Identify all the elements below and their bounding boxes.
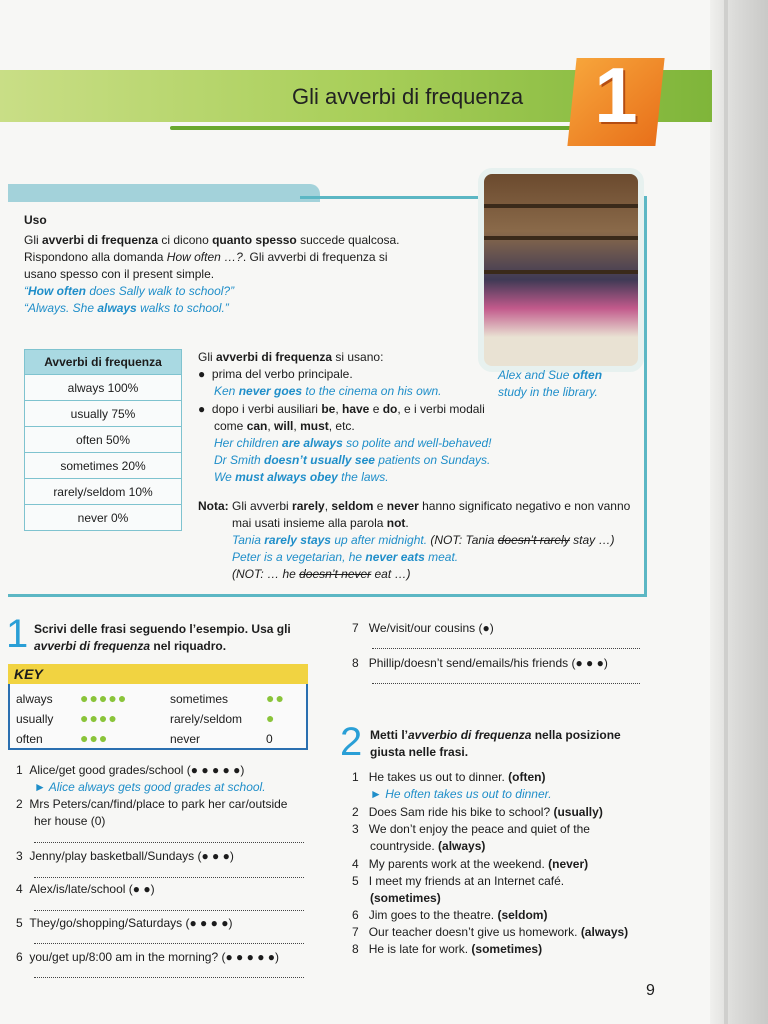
exercise-1-item: 3 Jenny/play basketball/Sundays (● ● ●) [16,849,234,863]
exercise-1-item: 5 They/go/shopping/Saturdays (● ● ● ●) [16,916,233,930]
key-word: rarely/seldom [170,712,243,726]
exercise-2-item: 5 I meet my friends at an Internet café. [352,874,565,888]
table-row: never 0% [25,505,182,531]
answer-line[interactable] [372,683,640,684]
usage-bullet-1-example: Ken never goes to the cinema on his own. [214,384,442,398]
key-dots: 0 [266,732,273,746]
exercise-2-item: 8 He is late for work. (sometimes) [352,942,543,956]
key-dots: ●●●● [80,710,118,726]
exercise-2-instruction-line2: giusta nelle frasi. [370,745,469,759]
nota-example-2-not: (NOT: … he doesn’t never eat …) [232,567,411,581]
exercise-1-item: 7 We/visit/our cousins (●) [352,621,494,635]
unit-number: 1 [594,51,638,139]
exercise-2-item: 1 He takes us out to dinner. (often) [352,770,546,784]
key-word: often [16,732,43,746]
answer-line[interactable] [34,943,304,944]
photo-caption-line1: Alex and Sue often [498,368,603,382]
exercise-1-instruction: Scrivi delle frasi seguendo l’esempio. Usa gli [34,622,291,636]
answer-line[interactable] [372,648,640,649]
key-word: always [16,692,53,706]
usage-bullet-1: ● prima del verbo principale. [198,367,353,381]
exercise-2-example: ► He often takes us out to dinner. [370,787,552,801]
exercise-2-item-line2: countryside. (always) [370,839,486,853]
answer-line[interactable] [34,910,304,911]
key-dots: ●●●●● [80,690,128,706]
exercise-1-item-line2: her house (0) [34,814,106,828]
key-word: sometimes [170,692,229,706]
nota-example-2: Peter is a vegetarian, he never eats meat. [232,550,459,564]
usage-example-3: We must always obey the laws. [214,470,389,484]
table-row: sometimes 20% [25,453,182,479]
usage-bullet-2-line2: come can, will, must, etc. [214,419,355,433]
key-title: KEY [8,664,308,684]
photo-caption-line2: study in the library. [498,385,598,399]
exercise-1-instruction-line2: avverbi di frequenza nel riquadro. [34,639,227,653]
exercise-2-item: 3 We don’t enjoy the peace and quiet of the [352,822,590,836]
usage-intro: Gli avverbi di frequenza si usano: [198,350,384,364]
key-word: never [170,732,201,746]
nota-line-2: mai usati insieme alla parola not. [232,516,409,530]
key-dots: ●● [266,690,285,706]
exercise-1-item: 1 Alice/get good grades/school (● ● ● ● ●) [16,763,245,777]
uso-heading: Uso [24,213,47,227]
page-edge-shadow [710,0,768,1024]
nota-line-1: Nota: Gli avverbi rarely, seldom e never hanno significato negativo e non vanno [198,499,631,513]
uso-line-2: Rispondono alla domanda How often …?. Gli avverbi di frequenza si [24,250,388,264]
page-title: Gli avverbi di frequenza [292,84,524,109]
uso-line-3: usano spesso con il present simple. [24,267,215,281]
nota-example-1: Tania rarely stays up after midnight. (NOT: Tania doesn’t rarely stay …) [232,533,615,547]
usage-bullet-2: ● dopo i verbi ausiliari be, have e do, e i verbi modali [198,402,485,416]
uso-example-answer: “Always. She always walks to school.” [24,301,229,315]
table-row: rarely/seldom 10% [25,479,182,505]
usage-example-1: Her children are always so polite and well-behaved! [214,436,492,450]
exercise-2-item: 6 Jim goes to the theatre. (seldom) [352,908,548,922]
key-dots: ● [266,710,276,726]
exercise-2-item: 4 My parents work at the weekend. (never) [352,857,589,871]
table-row: usually 75% [25,401,182,427]
exercise-1-item: 8 Phillip/doesn’t send/emails/his friends (● ● ●) [352,656,608,670]
library-photo [478,168,644,372]
uso-line-1: Gli avverbi di frequenza ci dicono quanto spesso succede qualcosa. [24,233,400,247]
exercise-1-item: 4 Alex/is/late/school (● ●) [16,882,155,896]
page-edge-line [724,0,728,1024]
answer-line[interactable] [34,877,304,878]
exercise-1-number: 1 [6,612,29,656]
key-dots: ●●● [80,730,109,746]
exercise-2-instruction: Metti l’avverbio di frequenza nella posizione [370,728,621,742]
exercise-2-number: 2 [340,720,363,764]
table-row: always 100% [25,375,182,401]
exercise-2-item: 2 Does Sam ride his bike to school? (usually) [352,805,603,819]
answer-line[interactable] [34,977,304,978]
usage-example-2: Dr Smith doesn’t usually see patients on Sundays. [214,453,491,467]
exercise-2-item-line2: (sometimes) [370,891,441,905]
table-header: Avverbi di frequenza [25,350,182,375]
exercise-1-item: 6 you/get up/8:00 am in the morning? (● ● ● ● ●) [16,950,280,964]
frequency-table [24,349,182,531]
key-word: usually [16,712,54,726]
exercise-2-item: 7 Our teacher doesn’t give us homework. (always) [352,925,629,939]
exercise-1-item: 2 Mrs Peters/can/find/place to park her car/outside [16,797,288,811]
uso-example-question: “How often does Sally walk to school?” [24,284,235,298]
page-number: 9 [646,982,655,999]
answer-line[interactable] [34,842,304,843]
exercise-1-example: ► Alice always gets good grades at school. [34,780,266,794]
table-row: often 50% [25,427,182,453]
